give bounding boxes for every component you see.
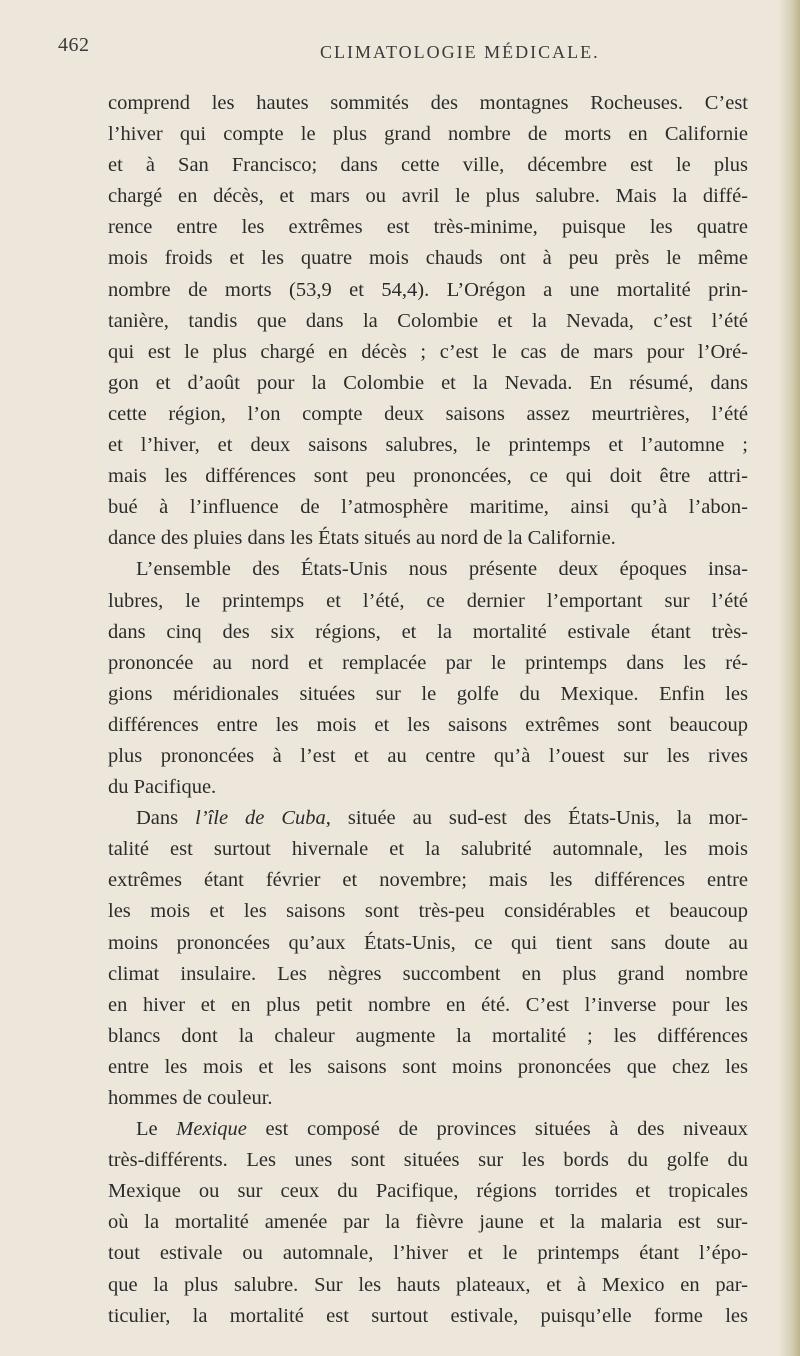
text-line [108, 399, 748, 430]
text-line [108, 368, 748, 399]
text-segment: du Pacifique. [108, 776, 217, 799]
text-line [108, 306, 748, 337]
text-line [108, 88, 748, 119]
text-line [108, 119, 748, 150]
text-segment: entre les mois et les saisons sont moins prononcées que chez les [108, 1055, 748, 1078]
text-line [108, 492, 748, 523]
text-segment: qui est le plus chargé en décès ; c’est le cas de mars pour l’Oré- [108, 340, 748, 363]
italic-term: l’île de Cuba [195, 807, 326, 830]
text-segment: en hiver et en plus petit nombre en été. C’est l’inverse pour les [108, 993, 748, 1016]
text-segment: moins prononcées qu’aux États-Unis, ce qui tient sans doute au [108, 931, 748, 954]
text-segment: les mois et les saisons sont très-peu considérables et beaucoup [108, 900, 748, 923]
italic-term: Mexique [176, 1118, 247, 1141]
text-line [108, 990, 748, 1021]
text-line [108, 1052, 748, 1083]
page-number: 462 [58, 34, 90, 56]
text-line [108, 1114, 748, 1145]
text-segment: gon et d’août pour la Colombie et la Nevada. En résumé, dans [108, 371, 748, 394]
text-segment: gions méridionales situées sur le golfe du Mexique. Enfin les [108, 682, 748, 705]
text-segment: différences entre les mois et les saisons extrêmes sont beaucoup [108, 713, 748, 736]
text-line [108, 679, 748, 710]
text-line [108, 865, 748, 896]
text-segment: bué à l’influence de l’atmosphère maritime, ainsi qu’à l’abon- [108, 496, 748, 519]
text-segment: chargé en décès, et mars ou avril le plus salubre. Mais la diffé- [108, 185, 748, 208]
text-segment: L’ensemble des États-Unis nous présente deux époques insa- [136, 558, 748, 581]
text-segment: cette région, l’on compte deux saisons assez meurtrières, l’été [108, 402, 748, 425]
text-segment: tout estivale ou automnale, l’hiver et le printemps étant l’épo- [108, 1242, 748, 1265]
text-line [108, 150, 748, 181]
text-segment: , située au sud-est des États-Unis, la mor- [325, 807, 748, 830]
text-segment: mais les différences sont peu prononcées, ce qui doit être attri- [108, 465, 748, 488]
text-segment: extrêmes étant février et novembre; mais les différences entre [108, 869, 748, 892]
text-segment: Dans [136, 807, 196, 830]
body-text [108, 88, 748, 1332]
text-segment: l’hiver qui compte le plus grand nombre de morts en Californie [108, 123, 748, 146]
text-line [108, 1021, 748, 1052]
text-segment: mois froids et les quatre mois chauds ont à peu près le même [108, 247, 748, 270]
text-segment: et l’hiver, et deux saisons salubres, le printemps et l’automne ; [108, 434, 748, 457]
text-line [108, 803, 748, 834]
text-line [108, 461, 748, 492]
text-line [108, 1145, 748, 1176]
text-segment: que la plus salubre. Sur les hauts plateaux, et à Mexico en par- [108, 1273, 748, 1296]
text-segment: prononcée au nord et remplacée par le printemps dans les ré- [108, 651, 748, 674]
text-segment: nombre de morts (53,9 et 54,4). L’Orégon a une mortalité prin- [108, 278, 748, 301]
text-line [108, 928, 748, 959]
text-line [108, 741, 748, 772]
text-segment: dans cinq des six régions, et la mortalité estivale étant très- [108, 620, 748, 643]
text-line [108, 554, 748, 585]
text-line [108, 1176, 748, 1207]
text-segment: très-différents. Les unes sont situées sur les bords du golfe du [108, 1149, 748, 1172]
text-line [108, 1083, 748, 1114]
text-segment: où la mortalité amenée par la fièvre jaune et la malaria est sur- [108, 1211, 748, 1234]
text-line [108, 1270, 748, 1301]
text-line [108, 212, 748, 243]
text-line [108, 430, 748, 461]
text-line [108, 896, 748, 927]
text-line [108, 710, 748, 741]
text-line [108, 523, 748, 554]
text-segment: blancs dont la chaleur augmente la mortalité ; les différences [108, 1024, 748, 1047]
text-line [108, 1301, 748, 1332]
text-line [108, 1207, 748, 1238]
text-line [108, 586, 748, 617]
text-line [108, 243, 748, 274]
text-segment: climat insulaire. Les nègres succombent en plus grand nombre [108, 962, 748, 985]
text-line [108, 337, 748, 368]
text-segment: est composé de provinces situées à des niveaux [246, 1118, 748, 1141]
text-line [108, 834, 748, 865]
text-segment: Le [136, 1118, 177, 1141]
text-line [108, 181, 748, 212]
page-edge-shadow [778, 0, 800, 1356]
text-segment: dance des pluies dans les États situés au nord de la Californie. [108, 527, 616, 550]
text-line [108, 617, 748, 648]
text-segment: rence entre les extrêmes est très-minime, puisque les quatre [108, 216, 748, 239]
text-segment: comprend les hautes sommités des montagnes Rocheuses. C’est [108, 92, 748, 114]
text-line [108, 275, 748, 306]
text-line [108, 772, 748, 803]
text-segment: et à San Francisco; dans cette ville, décembre est le plus [108, 154, 748, 177]
text-segment: plus prononcées à l’est et au centre qu’à l’ouest sur les rives [108, 744, 748, 767]
text-segment: tanière, tandis que dans la Colombie et la Nevada, c’est l’été [108, 309, 748, 332]
text-line [108, 1238, 748, 1269]
text-line [108, 648, 748, 679]
text-segment: Mexique ou sur ceux du Pacifique, régions torrides et tropicales [108, 1180, 748, 1203]
text-segment: hommes de couleur. [108, 1087, 273, 1109]
text-segment: talité est surtout hivernale et la salubrité automnale, les mois [108, 838, 748, 861]
text-segment: lubres, le printemps et l’été, ce dernier l’emportant sur l’été [108, 589, 748, 612]
running-head: CLIMATOLOGIE MÉDICALE. [320, 42, 600, 62]
text-line [108, 959, 748, 990]
text-segment: ticulier, la mortalité est surtout estivale, puisqu’elle forme les [108, 1304, 748, 1327]
